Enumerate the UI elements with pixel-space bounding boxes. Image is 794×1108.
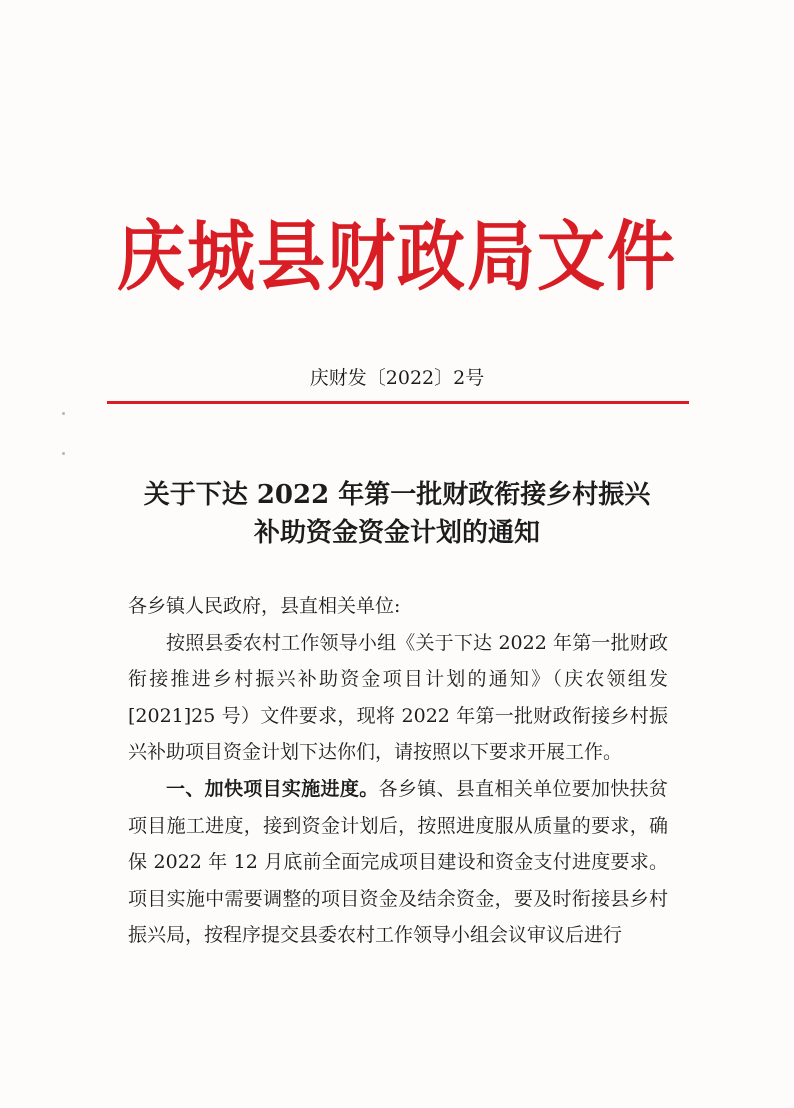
red-divider-line <box>107 401 689 404</box>
notice-title-line-2: 补助资金资金计划的通知 <box>253 518 540 548</box>
section-1-heading: 一、加快项目实施进度。 <box>166 777 379 800</box>
paragraph-section-1 <box>128 771 668 954</box>
scan-dot <box>62 452 65 455</box>
notice-title <box>80 476 714 552</box>
salutation: 各乡镇人民政府，县直相关单位: <box>128 595 401 617</box>
notice-title-line-1: 关于下达 2022 年第一批财政衔接乡村振兴 <box>143 480 651 510</box>
document-number: 庆财发〔2022〕2号 <box>309 367 485 389</box>
scan-dot <box>62 412 65 415</box>
body-text <box>128 588 668 954</box>
paragraph-intro: 按照县委农村工作领导小组《关于下达 2022 年第一批财政衔接推进乡村振兴补助资金项目计划的通知》（庆农领组发[2021]25 号）文件要求，现将 2022 年第一批财政衔接乡村振兴补助项目资金计划下达你们，请按照以下要求开展工作。 <box>128 631 668 764</box>
masthead-title: 庆城县财政局文件 <box>116 212 677 302</box>
section-1-text: 各乡镇、县直相关单位要加快扶贫项目施工进度，接到资金计划后，按照进度服从质量的要求，确保 2022 年 12 月底前全面完成项目建设和资金支付进度要求。项目实施中需要调整的项目资金及结余资金，要及时衔接县乡村振兴局，按程序提交县委农村工作领导小组会议审议后进行 <box>128 777 668 947</box>
